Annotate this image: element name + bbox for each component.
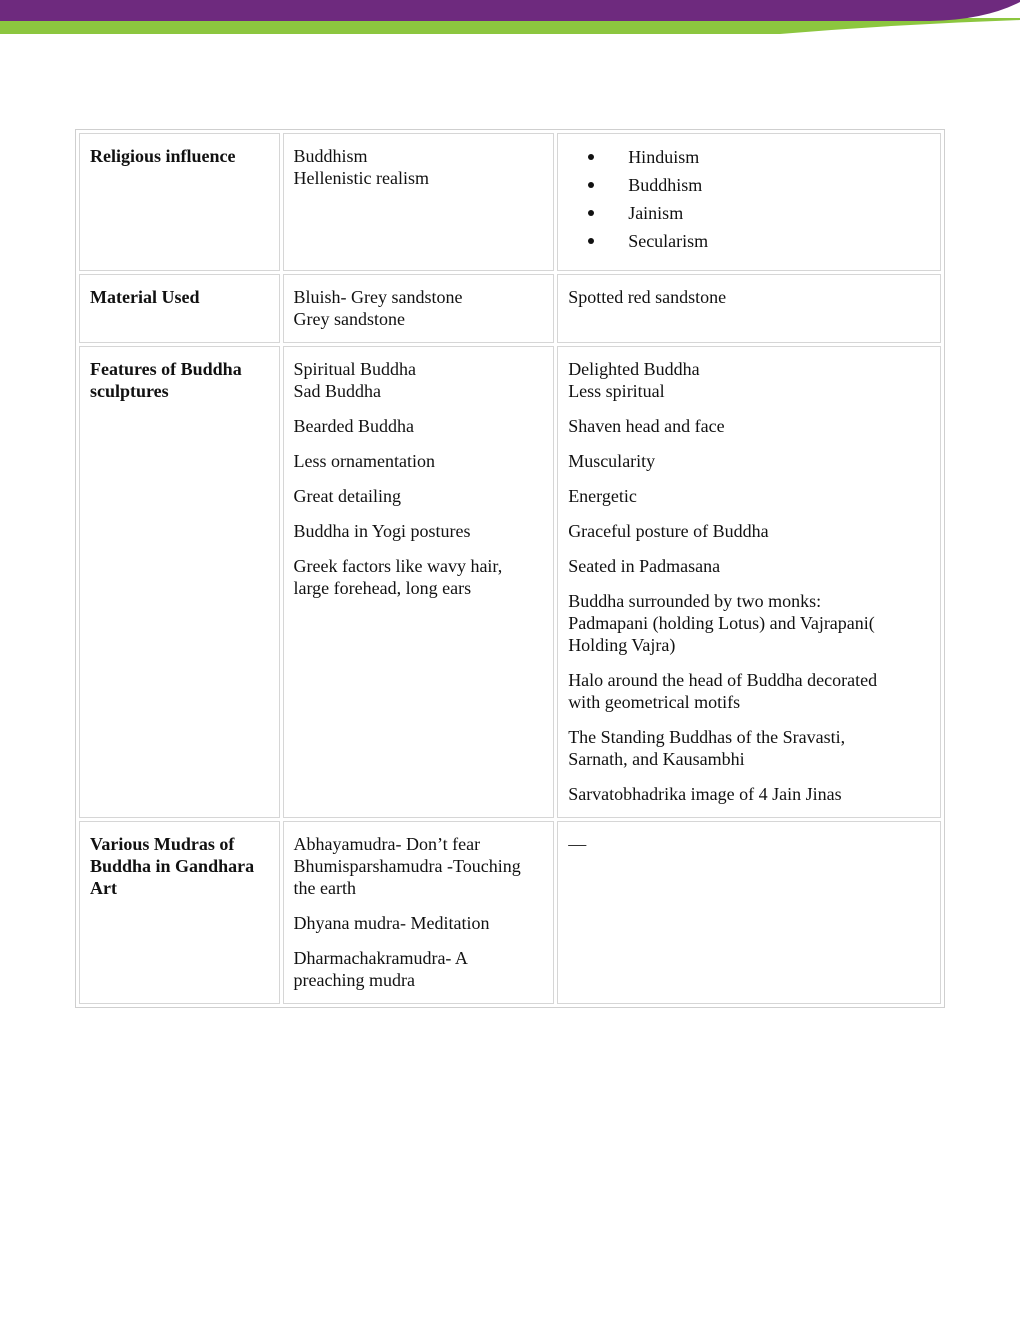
cell-paragraph [568, 415, 930, 437]
cell-line: the earth [293, 878, 356, 898]
cell-line: large forehead, long ears [293, 578, 472, 598]
cell-paragraph [294, 450, 544, 472]
gandhara-cell [283, 274, 555, 343]
cell-paragraph [294, 555, 544, 599]
cell-paragraph [568, 555, 930, 577]
bullet-icon [588, 154, 594, 160]
table-row [79, 821, 941, 1004]
cell-line: preaching mudra [293, 970, 415, 990]
cell-paragraph [568, 286, 930, 308]
row-label-religious-influence: Religious influence [79, 133, 280, 271]
cell-paragraph [294, 912, 544, 934]
table-row [79, 346, 941, 818]
cell-line: Greek factors like wavy hair, [293, 556, 503, 576]
list-item: Secularism [588, 227, 930, 255]
cell-line: Padmapani (holding Lotus) and Vajrapani( [568, 613, 875, 633]
cell-line: The Standing Buddhas of the Sravasti, [568, 727, 846, 747]
cell-line: Sarnath, and Kausambhi [568, 749, 745, 769]
cell-line: Buddha in Yogi postures [293, 521, 471, 541]
cell-line: Spotted red sandstone [568, 287, 727, 307]
bullet-icon [588, 182, 594, 188]
mathura-cell [557, 346, 941, 818]
cell-line: Seated in Padmasana [568, 556, 721, 576]
cell-paragraph [568, 833, 930, 855]
cell-line: Dharmachakramudra- A [293, 948, 468, 968]
cell-line: Delighted Buddha [568, 359, 700, 379]
cell-line: Sarvatobhadrika image of 4 Jain Jinas [568, 784, 842, 804]
cell-paragraph [568, 485, 930, 507]
row-label-material-used: Material Used [79, 274, 280, 343]
cell-paragraph [294, 833, 544, 899]
banner-purple-band [0, 0, 1020, 21]
cell-paragraph [294, 286, 544, 330]
mathura-cell [557, 133, 941, 271]
header-banner [0, 0, 1020, 40]
religion-bullet-list [568, 143, 930, 255]
table-row [79, 274, 941, 343]
mathura-cell [557, 274, 941, 343]
cell-paragraph [294, 145, 544, 189]
table-row [79, 133, 941, 271]
cell-line: Bearded Buddha [293, 416, 414, 436]
cell-line: Less spiritual [568, 381, 665, 401]
row-label-features: Features of Buddha sculptures [79, 346, 280, 818]
mathura-cell [557, 821, 941, 1004]
comparison-table [75, 129, 945, 1008]
cell-line: Great detailing [293, 486, 401, 506]
cell-line: Shaven head and face [568, 416, 725, 436]
cell-paragraph [294, 415, 544, 437]
cell-line: Hellenistic realism [293, 168, 429, 188]
cell-line: Less ornamentation [293, 451, 435, 471]
cell-line: Halo around the head of Buddha decorated [568, 670, 878, 690]
cell-line: — [568, 834, 587, 854]
cell-line: Sad Buddha [293, 381, 382, 401]
cell-line: Holding Vajra) [568, 635, 676, 655]
cell-paragraph [568, 520, 930, 542]
list-item: Hinduism [588, 143, 930, 171]
cell-line: with geometrical motifs [568, 692, 741, 712]
cell-line: Bhumisparshamudra -Touching [293, 856, 521, 876]
gandhara-cell [283, 821, 555, 1004]
cell-paragraph [294, 358, 544, 402]
cell-paragraph [568, 669, 930, 713]
cell-paragraph [294, 520, 544, 542]
gandhara-cell [283, 346, 555, 818]
cell-line: Bluish- Grey sandstone [293, 287, 463, 307]
cell-line: Graceful posture of Buddha [568, 521, 769, 541]
cell-paragraph [568, 726, 930, 770]
cell-paragraph [294, 947, 544, 991]
row-label-mudras: Various Mudras of Buddha in Gandhara Art [79, 821, 280, 1004]
cell-line: Spiritual Buddha [293, 359, 417, 379]
cell-paragraph [568, 358, 930, 402]
cell-line: Abhayamudra- Don’t fear [293, 834, 481, 854]
cell-line: Energetic [568, 486, 637, 506]
cell-paragraph [568, 783, 930, 805]
cell-paragraph [294, 485, 544, 507]
list-item: Jainism [588, 199, 930, 227]
cell-paragraph [568, 590, 930, 656]
cell-line: Muscularity [568, 451, 656, 471]
cell-line: Dhyana mudra- Meditation [293, 913, 490, 933]
cell-line: Buddhism [293, 146, 368, 166]
gandhara-cell [283, 133, 555, 271]
bullet-icon [588, 210, 594, 216]
cell-line: Buddha surrounded by two monks: [568, 591, 822, 611]
bullet-icon [588, 238, 594, 244]
cell-line: Grey sandstone [293, 309, 405, 329]
cell-paragraph [568, 450, 930, 472]
list-item: Buddhism [588, 171, 930, 199]
